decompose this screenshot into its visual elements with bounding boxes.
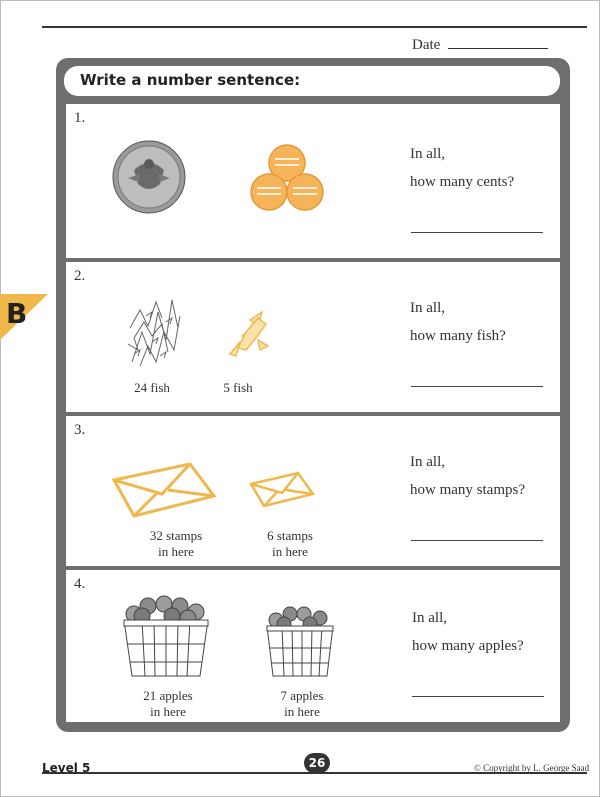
date-field[interactable] bbox=[412, 36, 548, 54]
question-line-2: how many cents? bbox=[410, 174, 515, 190]
problem-number: 1. bbox=[74, 110, 86, 126]
stamps-caption-1a: 32 stamps bbox=[149, 528, 203, 543]
stamps-caption-2a: 6 stamps bbox=[267, 528, 313, 543]
apples-caption-2a: 7 apples bbox=[280, 688, 324, 703]
level-label: Level 5 bbox=[42, 761, 91, 775]
date-label: Date bbox=[412, 37, 441, 53]
question-line-1: In all, bbox=[410, 454, 445, 470]
side-tab bbox=[0, 294, 48, 340]
large-envelope-icon bbox=[110, 460, 218, 520]
question-line-2: how many stamps? bbox=[410, 482, 525, 498]
question-line-2: how many fish? bbox=[410, 328, 506, 344]
apples-caption-1b: in here bbox=[150, 704, 186, 719]
question-line-2: how many apples? bbox=[412, 638, 524, 654]
copyright: © Copyright by L. George Saad bbox=[474, 763, 590, 773]
problem-4 bbox=[66, 570, 560, 722]
problem-number: 4. bbox=[74, 576, 86, 592]
stamps-caption-1b: in here bbox=[158, 544, 194, 559]
problem-number: 2. bbox=[74, 268, 86, 284]
side-tab-letter: B bbox=[6, 297, 28, 330]
apples-caption-1a: 21 apples bbox=[143, 688, 193, 703]
problem-3 bbox=[66, 416, 560, 566]
small-apple-basket-icon bbox=[264, 600, 336, 680]
fish-school-icon bbox=[122, 292, 186, 370]
problem-2 bbox=[66, 262, 560, 412]
question-line-1: In all, bbox=[410, 300, 445, 316]
stamps-caption-2b: in here bbox=[272, 544, 308, 559]
pennies-icon bbox=[250, 144, 324, 214]
small-envelope-icon bbox=[248, 470, 316, 510]
date-blank[interactable] bbox=[448, 36, 548, 49]
answer-blank[interactable] bbox=[411, 386, 543, 387]
question-line-1: In all, bbox=[410, 146, 445, 162]
goldfish-icon bbox=[222, 306, 274, 362]
problem-1 bbox=[66, 104, 560, 258]
worksheet-title: Write a number sentence: bbox=[80, 71, 301, 89]
answer-blank[interactable] bbox=[411, 232, 543, 233]
page-number: 26 bbox=[304, 753, 330, 773]
question-line-1: In all, bbox=[412, 610, 447, 626]
answer-blank[interactable] bbox=[411, 540, 543, 541]
apples-caption-2b: in here bbox=[284, 704, 320, 719]
fish-caption-1: 24 fish bbox=[134, 380, 170, 395]
answer-blank[interactable] bbox=[412, 696, 544, 697]
fish-caption-2: 5 fish bbox=[223, 380, 253, 395]
top-rule bbox=[42, 26, 587, 28]
quarter-coin-icon bbox=[112, 140, 188, 216]
problem-number: 3. bbox=[74, 422, 86, 438]
large-apple-basket-icon bbox=[120, 588, 212, 680]
